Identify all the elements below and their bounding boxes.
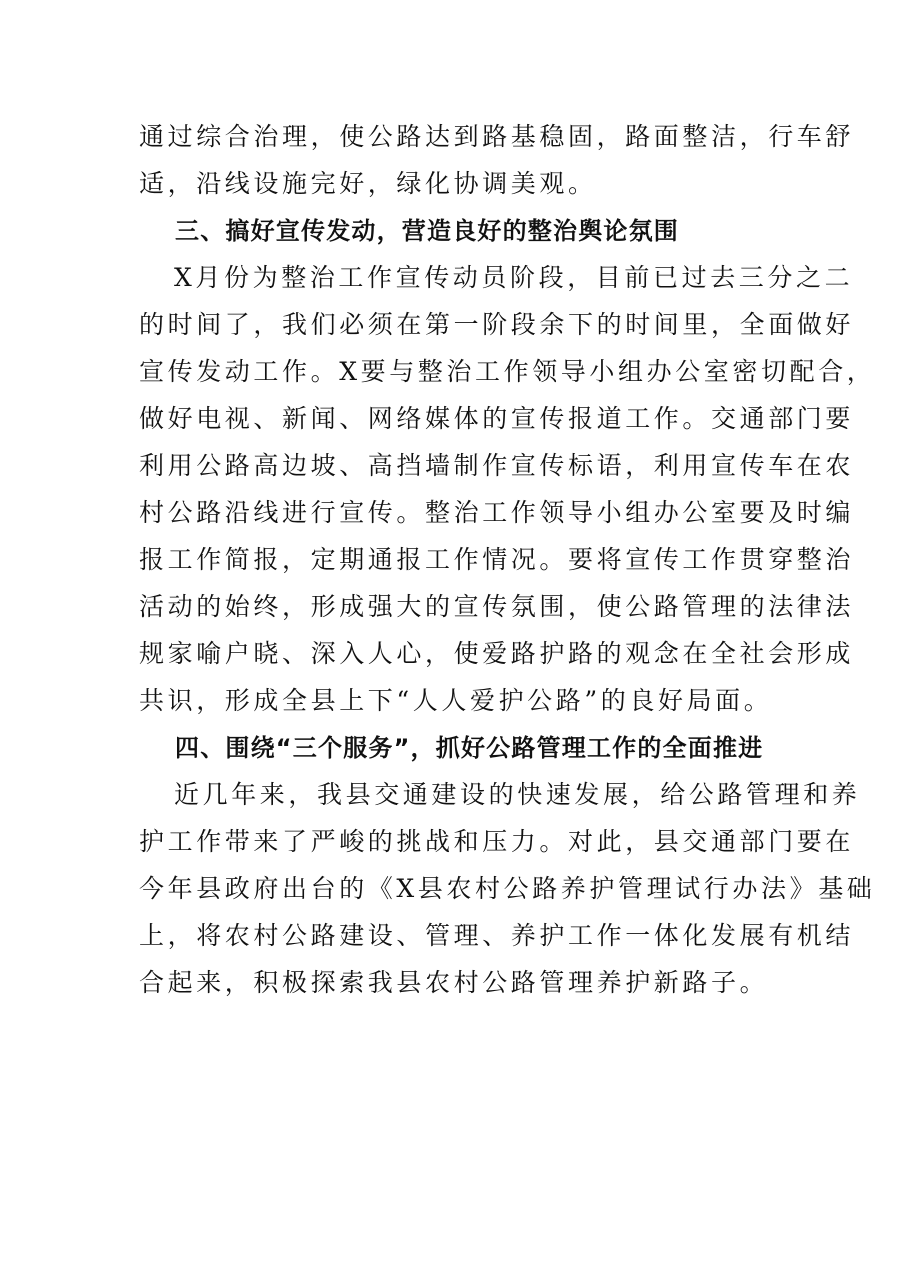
text-line: 共识，形成全县上下“人人爱护公路”的良好局面。 bbox=[139, 686, 773, 715]
text-line: 通过综合治理，使公路达到路基稳固，路面整洁，行车舒 bbox=[139, 122, 855, 151]
document-body bbox=[139, 122, 876, 1015]
text-line: 报工作简报，定期通报工作情况。要将宣传工作贯穿整治 bbox=[139, 545, 855, 574]
section-heading-3: 三、搞好宣传发动，营造良好的整治舆论氛围 bbox=[175, 217, 679, 245]
section-heading-4: 四、围绕“三个服务”，抓好公路管理工作的全面推进 bbox=[175, 734, 764, 762]
text-line: 做好电视、新闻、网络媒体的宣传报道工作。交通部门要 bbox=[139, 404, 855, 433]
text-line: 利用公路高边坡、高挡墙制作宣传标语，利用宣传车在农 bbox=[139, 451, 855, 480]
text-line: 护工作带来了严峻的挑战和压力。对此，县交通部门要在 bbox=[139, 827, 855, 856]
text-line: 适，沿线设施完好，绿化协调美观。 bbox=[139, 169, 597, 198]
text-line: 宣传发动工作。X要与整治工作领导小组办公室密切配合， bbox=[139, 357, 876, 386]
text-line: 今年县政府出台的《X县农村公路养护管理试行办法》基础 bbox=[139, 874, 876, 903]
paragraph-1 bbox=[139, 122, 855, 199]
text-line: 近几年来，我县交通建设的快速发展，给公路管理和养 bbox=[174, 780, 861, 809]
text-line: 村公路沿线进行宣传。整治工作领导小组办公室要及时编 bbox=[139, 498, 855, 527]
text-line: 规家喻户晓、深入人心，使爱路护路的观念在全社会形成 bbox=[139, 639, 855, 668]
text-line: 合起来，积极探索我县农村公路管理养护新路子。 bbox=[139, 968, 769, 997]
text-line: X月份为整治工作宣传动员阶段，目前已过去三分之二 bbox=[174, 263, 854, 292]
text-line: 上，将农村公路建设、管理、养护工作一体化发展有机结 bbox=[139, 921, 855, 950]
text-line: 的时间了，我们必须在第一阶段余下的时间里，全面做好 bbox=[139, 310, 855, 339]
paragraph-2 bbox=[139, 263, 876, 716]
text-line: 活动的始终，形成强大的宣传氛围，使公路管理的法律法 bbox=[139, 592, 855, 621]
paragraph-3 bbox=[139, 780, 876, 998]
